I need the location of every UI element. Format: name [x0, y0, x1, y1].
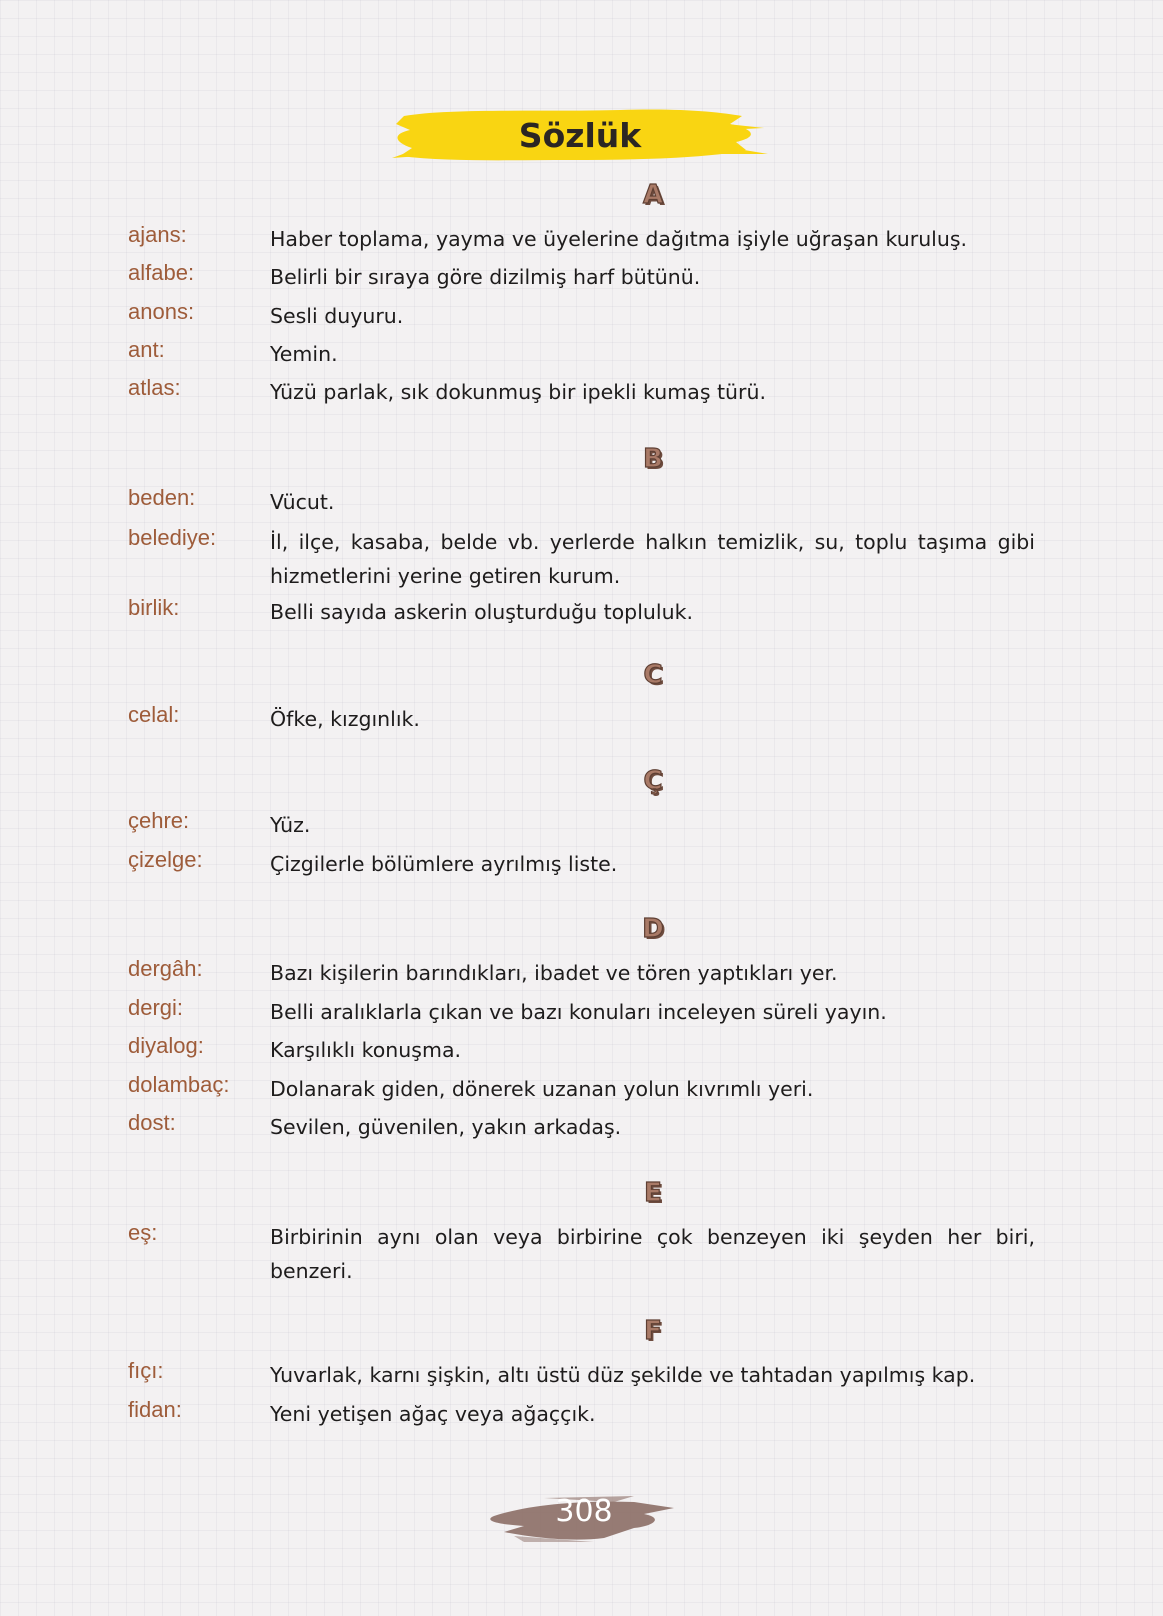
- entry-term: beden:: [128, 485, 196, 510]
- entry-definition: Sevilen, güvenilen, yakın arkadaş.: [270, 1115, 622, 1139]
- entry-term: dost:: [128, 1110, 176, 1135]
- entry-term: çizelge:: [128, 847, 203, 872]
- entry-term: çehre:: [128, 808, 190, 833]
- entry-term: atlas:: [128, 375, 181, 400]
- entry-term: ant:: [128, 337, 165, 362]
- entry-term: dolambaç:: [128, 1072, 230, 1097]
- entry-term: alfabe:: [128, 260, 195, 285]
- entry-definition: Yemin.: [270, 342, 338, 366]
- entry-term: anons:: [128, 299, 195, 324]
- entry-term: dergâh:: [128, 956, 203, 981]
- entry-definition: Belli aralıklarla çıkan ve bazı konuları inceleyen süreli yayın.: [270, 1000, 887, 1024]
- entry-definition: Belirli bir sıraya göre dizilmiş harf bütünü.: [270, 265, 701, 289]
- entry-definition: Birbirinin aynı olan veya birbirine çok benzeyen iki şeyden her biri, benzeri.: [270, 1225, 1035, 1283]
- section-letter-d: D: [642, 914, 664, 944]
- page-title: Sözlük: [518, 116, 642, 155]
- entry-term: belediye:: [128, 525, 217, 550]
- section-letter-c-cedilla: Ç: [643, 766, 663, 796]
- entry-term: diyalog:: [128, 1033, 204, 1058]
- entry-definition: Yüzü parlak, sık dokunmuş bir ipekli kumaş türü.: [270, 380, 766, 404]
- entry-definition: Belli sayıda askerin oluşturduğu topluluk.: [270, 600, 693, 624]
- entry-definition: Yuvarlak, karnı şişkin, altı üstü düz şekilde ve tahtadan yapılmış kap.: [270, 1363, 976, 1387]
- section-letter-b: B: [643, 444, 663, 474]
- page-number-badge: [484, 1488, 684, 1548]
- entry-definition: Bazı kişilerin barındıkları, ibadet ve tören yaptıkları yer.: [270, 961, 838, 985]
- entry-definition: Haber toplama, yayma ve üyelerine dağıtma işiyle uğraşan kuruluş.: [270, 227, 968, 251]
- entry-term: fıçı:: [128, 1358, 164, 1383]
- section-letter-e: E: [644, 1178, 662, 1208]
- entry-definition: İl, ilçe, kasaba, belde vb. yerlerde halkın temizlik, su, toplu taşıma gibi hizmetlerini yerine getiren kurum.: [270, 530, 1035, 588]
- page-number: 308: [555, 1494, 613, 1529]
- entry-definition: Dolanarak giden, dönerek uzanan yolun kıvrımlı yeri.: [270, 1077, 814, 1101]
- entry-definition: Öfke, kızgınlık.: [270, 707, 420, 731]
- entry-term: celal:: [128, 702, 180, 727]
- entry-term: ajans:: [128, 222, 187, 247]
- entry-definition: Çizgilerle bölümlere ayrılmış liste.: [270, 852, 618, 876]
- section-letter-a: A: [642, 180, 664, 210]
- entry-term: fidan:: [128, 1397, 182, 1422]
- entry-definition: Karşılıklı konuşma.: [270, 1038, 462, 1062]
- entry-term: birlik:: [128, 595, 180, 620]
- entry-definition: Vücut.: [270, 490, 335, 514]
- entry-definition: Yeni yetişen ağaç veya ağaççık.: [270, 1402, 596, 1426]
- section-letter-c: C: [643, 660, 663, 690]
- entry-definition: Yüz.: [270, 813, 311, 837]
- entry-term: dergi:: [128, 995, 184, 1020]
- entry-term: eş:: [128, 1220, 158, 1245]
- title-banner: [390, 102, 770, 172]
- entry-definition: Sesli duyuru.: [270, 304, 404, 328]
- section-letter-f: F: [644, 1316, 662, 1346]
